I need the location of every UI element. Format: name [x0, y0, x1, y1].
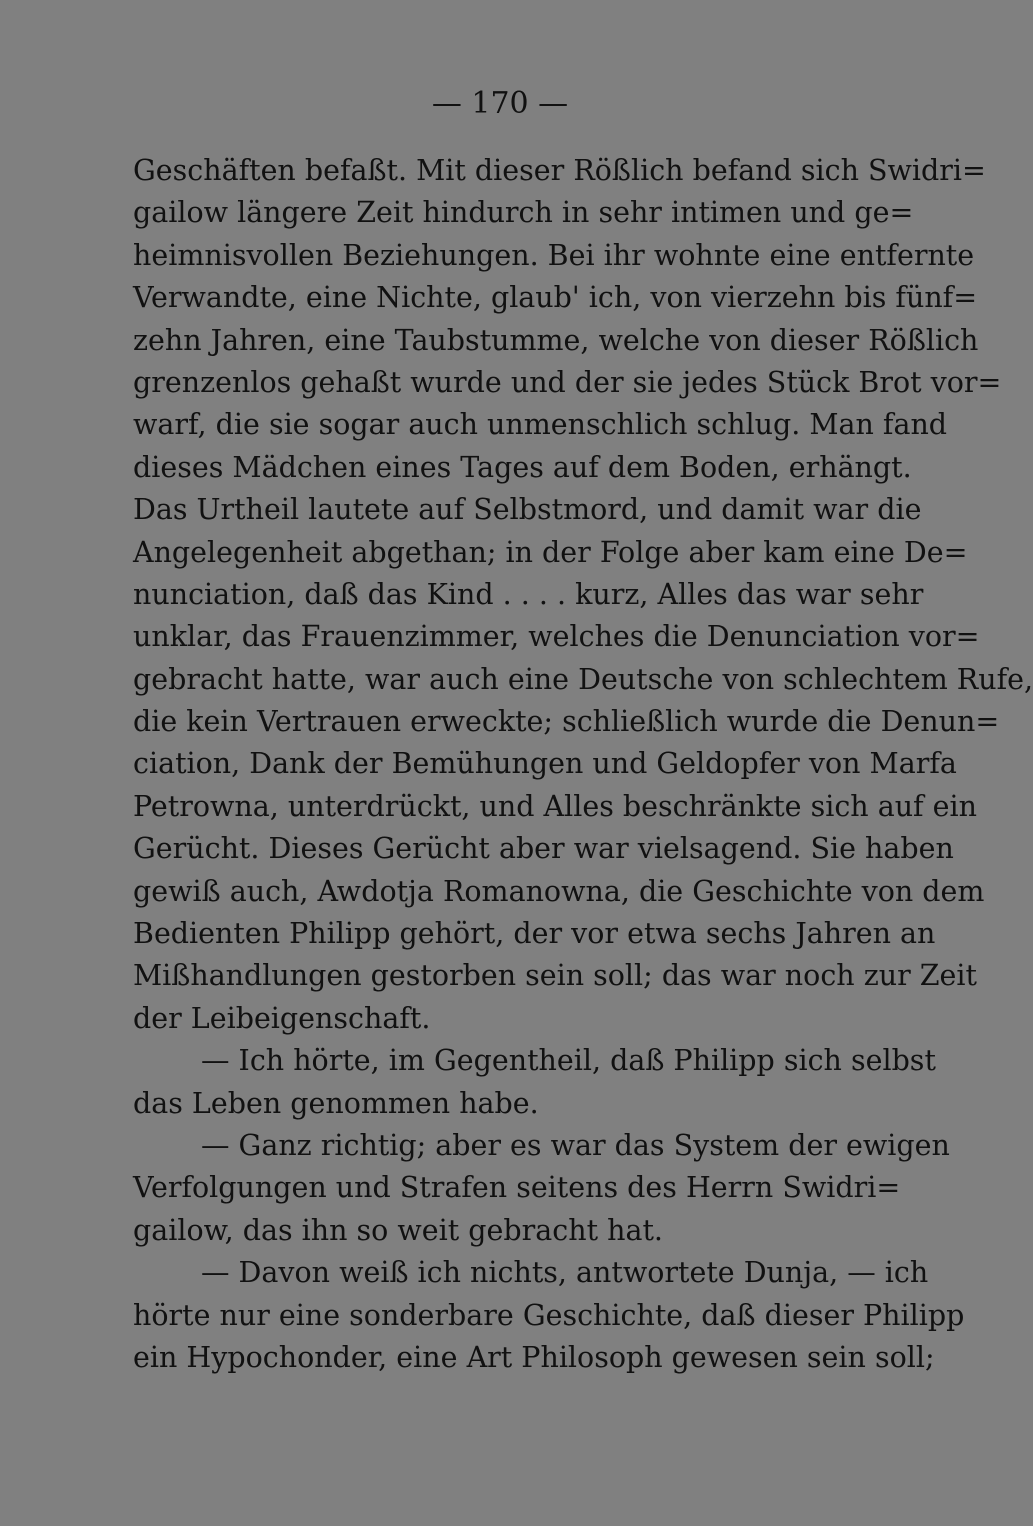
body-text: [133, 150, 1033, 1379]
text-line: warf, die sie sogar auch unmenschlich schlug. Man fand: [133, 408, 948, 442]
text-line: gailow längere Zeit hindurch in sehr intimen und ge=: [133, 196, 914, 230]
text-line: dieses Mädchen eines Tages auf dem Boden, erhängt.: [133, 450, 912, 484]
text-line: ein Hypochonder, eine Art Philosoph gewesen sein soll;: [133, 1340, 935, 1374]
text-line: die kein Vertrauen erweckte; schließlich wurde die Denun=: [133, 705, 1000, 739]
text-line: Angelegenheit abgethan; in der Folge aber kam eine De=: [133, 535, 968, 569]
text-line: zehn Jahren, eine Taubstumme, welche von dieser Rößlich: [133, 323, 979, 357]
text-line: — Ganz richtig; aber es war das System der ewigen: [201, 1128, 950, 1162]
text-line: gebracht hatte, war auch eine Deutsche von schlechtem Rufe,: [133, 662, 1033, 696]
text-line: gailow, das ihn so weit gebracht hat.: [133, 1213, 663, 1247]
text-line: nunciation, daß das Kind . . . . kurz, Alles das war sehr: [133, 577, 924, 611]
text-line: Verwandte, eine Nichte, glaub' ich, von vierzehn bis fünf=: [133, 281, 978, 315]
text-line: — Davon weiß ich nichts, antwortete Dunja, — ich: [201, 1256, 929, 1290]
text-line: Mißhandlungen gestorben sein soll; das war noch zur Zeit: [133, 959, 977, 993]
text-line: Verfolgungen und Strafen seitens des Herrn Swidri=: [133, 1171, 901, 1205]
text-line: Das Urtheil lautete auf Selbstmord, und damit war die: [133, 493, 922, 527]
text-line: Bedienten Philipp gehört, der vor etwa sechs Jahren an: [133, 917, 936, 951]
text-line: der Leibeigenschaft.: [133, 1001, 431, 1035]
text-line: ciation, Dank der Bemühungen und Geldopfer von Marfa: [133, 747, 957, 781]
text-line: — Ich hörte, im Gegentheil, daß Philipp sich selbst: [201, 1044, 936, 1078]
text-line: das Leben genommen habe.: [133, 1086, 539, 1120]
text-line: unklar, das Frauenzimmer, welches die Denunciation vor=: [133, 620, 980, 654]
text-line: Geschäften befaßt. Mit dieser Rößlich befand sich Swidri=: [133, 154, 986, 187]
text-line: grenzenlos gehaßt wurde und der sie jedes Stück Brot vor=: [133, 365, 1002, 399]
text-line: Gerücht. Dieses Gerücht aber war vielsagend. Sie haben: [133, 832, 954, 866]
page-number: — 170 —: [431, 86, 569, 121]
text-line: Petrowna, unterdrückt, und Alles beschränkte sich auf ein: [133, 789, 977, 823]
text-line: hörte nur eine sonderbare Geschichte, daß dieser Philipp: [133, 1298, 965, 1332]
text-line: gewiß auch, Awdotja Romanowna, die Geschichte von dem: [133, 874, 985, 908]
text-line: heimnisvollen Beziehungen. Bei ihr wohnte eine entfernte: [133, 238, 975, 272]
